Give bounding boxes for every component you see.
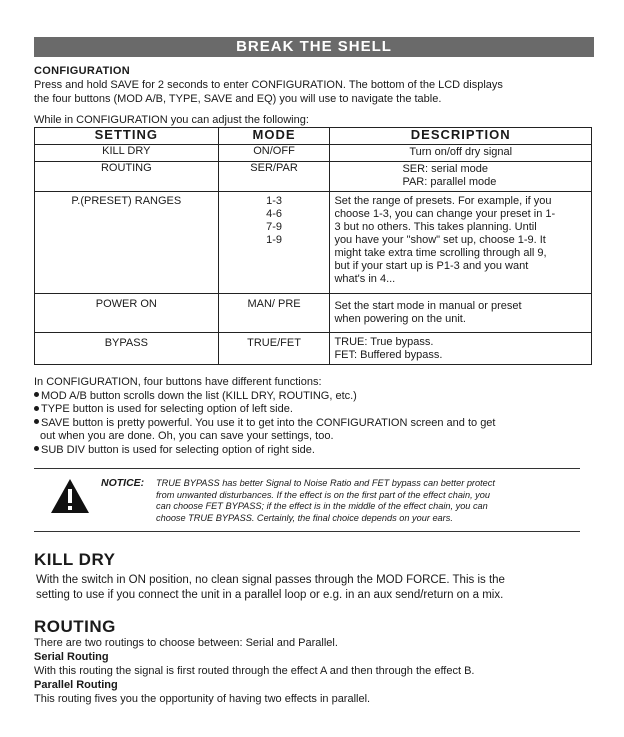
intro-line: Press and hold SAVE for 2 seconds to enter CONFIGURATION. The bottom of the LCD displays <box>34 79 503 91</box>
mode-line: 7-9 <box>266 221 282 233</box>
button-functions <box>34 376 599 457</box>
notice-line: choose TRUE BYPASS. Certainly, the final choice depends on your ears. <box>156 512 453 523</box>
notice-top-rule <box>34 468 580 469</box>
desc-line: TRUE: True bypass. <box>334 336 434 348</box>
desc-line: FET: Buffered bypass. <box>334 349 443 361</box>
mode-cell <box>218 192 330 294</box>
description-cell <box>330 294 592 333</box>
header-description: DESCRIPTION <box>330 128 592 145</box>
kill-dry-heading: KILL DRY <box>34 550 116 569</box>
list-item <box>34 390 599 404</box>
text-line: With the switch in ON position, no clean signal passes through the MOD FORCE. This is the <box>36 574 505 586</box>
mode-cell: SER/PAR <box>218 162 330 192</box>
list-item-text: SAVE button is pretty powerful. You use it to get into the CONFIGURATION screen and to get <box>41 416 496 429</box>
desc-line: Set the range of presets. For example, if you <box>334 195 552 207</box>
mode-cell: ON/OFF <box>218 145 330 162</box>
desc-line: Set the start mode in manual or preset <box>334 300 522 312</box>
header-setting: SETTING <box>35 128 219 145</box>
table-row <box>35 333 592 365</box>
notice-line: TRUE BYPASS has better Signal to Noise Ratio and FET bypass can better protect <box>156 478 495 488</box>
bullet-icon <box>34 392 39 397</box>
setting-cell: KILL DRY <box>35 145 219 162</box>
desc-line: when powering on the unit. <box>334 313 466 325</box>
list-item <box>34 444 599 458</box>
table-row <box>35 145 592 162</box>
configuration-table <box>34 127 592 365</box>
desc-line: you have your "show" set up, choose 1-9. It <box>334 234 546 246</box>
table-row <box>35 192 592 294</box>
list-item-text: SUB DIV button is used for selecting option of right side. <box>41 443 315 456</box>
notice-line: from unwanted disturbances. If the effect is on the first part of the effect chain, you <box>156 489 490 500</box>
desc-line: what's in 4... <box>334 273 396 285</box>
desc-line: PAR: parallel mode <box>402 176 497 188</box>
desc-line: might take extra time scrolling through all 9, <box>334 247 547 259</box>
description-cell <box>330 333 592 365</box>
description-cell <box>330 162 592 192</box>
table-row <box>35 294 592 333</box>
desc-line: SER: serial mode <box>402 163 489 175</box>
text-line: With this routing the signal is first routed through the effect A and then through the effect B. <box>34 665 475 677</box>
desc-line: but if your start up is P1-3 and you want <box>334 260 529 272</box>
setting-cell: ROUTING <box>35 162 219 192</box>
bullet-icon <box>34 446 39 451</box>
section-banner: BREAK THE SHELL <box>34 37 594 57</box>
text-line: setting to use if you connect the unit in a parallel loop or e.g. in an aux send/return on a mix. <box>36 589 504 601</box>
list-item <box>34 417 599 431</box>
notice-line: can choose FET BYPASS; if the effect is in the middle of the effect chain, you can <box>156 501 488 511</box>
mode-cell: MAN/ PRE <box>218 294 330 333</box>
list-item-text: TYPE button is used for selecting option of left side. <box>41 403 293 415</box>
configuration-intro <box>34 78 599 106</box>
list-item <box>34 403 599 417</box>
while-text: While in CONFIGURATION you can adjust the following: <box>34 114 309 126</box>
description-cell <box>330 192 592 294</box>
list-item-continued: out when you are done. Oh, you can save your settings, too. <box>40 430 334 442</box>
table-row <box>35 162 592 192</box>
list-item-text: MOD A/B button scrolls down the list (KILL DRY, ROUTING, etc.) <box>41 389 357 402</box>
functions-intro: In CONFIGURATION, four buttons have different functions: <box>34 376 322 388</box>
mode-line: 1-3 <box>266 195 282 207</box>
header-mode: MODE <box>218 128 330 145</box>
bullet-icon <box>34 419 39 424</box>
warning-triangle-icon <box>50 478 90 514</box>
desc-line: choose 1-3, you can change your preset in 1- <box>334 208 556 220</box>
setting-cell: POWER ON <box>35 294 219 333</box>
notice-text <box>156 478 576 524</box>
bullet-icon <box>34 406 39 411</box>
description-cell <box>330 145 592 162</box>
text-line: There are two routings to choose between: Serial and Parallel. <box>34 637 338 649</box>
parallel-routing-heading: Parallel Routing <box>34 679 118 691</box>
mode-cell: TRUE/FET <box>218 333 330 365</box>
intro-line: the four buttons (MOD A/B, TYPE, SAVE and EQ) you will use to navigate the table. <box>34 93 442 105</box>
mode-line: 1-9 <box>266 234 282 246</box>
notice-label: NOTICE: <box>101 477 145 489</box>
setting-cell: BYPASS <box>35 333 219 365</box>
mode-line: 4-6 <box>266 208 282 220</box>
setting-cell: P.(PRESET) RANGES <box>35 192 219 294</box>
routing-heading: ROUTING <box>34 617 116 636</box>
kill-dry-text <box>36 573 601 603</box>
configuration-heading: CONFIGURATION <box>34 65 130 77</box>
serial-routing-heading: Serial Routing <box>34 651 109 663</box>
desc-line: 3 but no others. This takes planning. Until <box>334 221 537 233</box>
desc-line: Turn on/off dry signal <box>409 146 513 158</box>
routing-text <box>34 636 599 706</box>
notice-bottom-rule <box>34 531 580 532</box>
text-line: This routing fives you the opportunity of having two effects in parallel. <box>34 693 371 705</box>
